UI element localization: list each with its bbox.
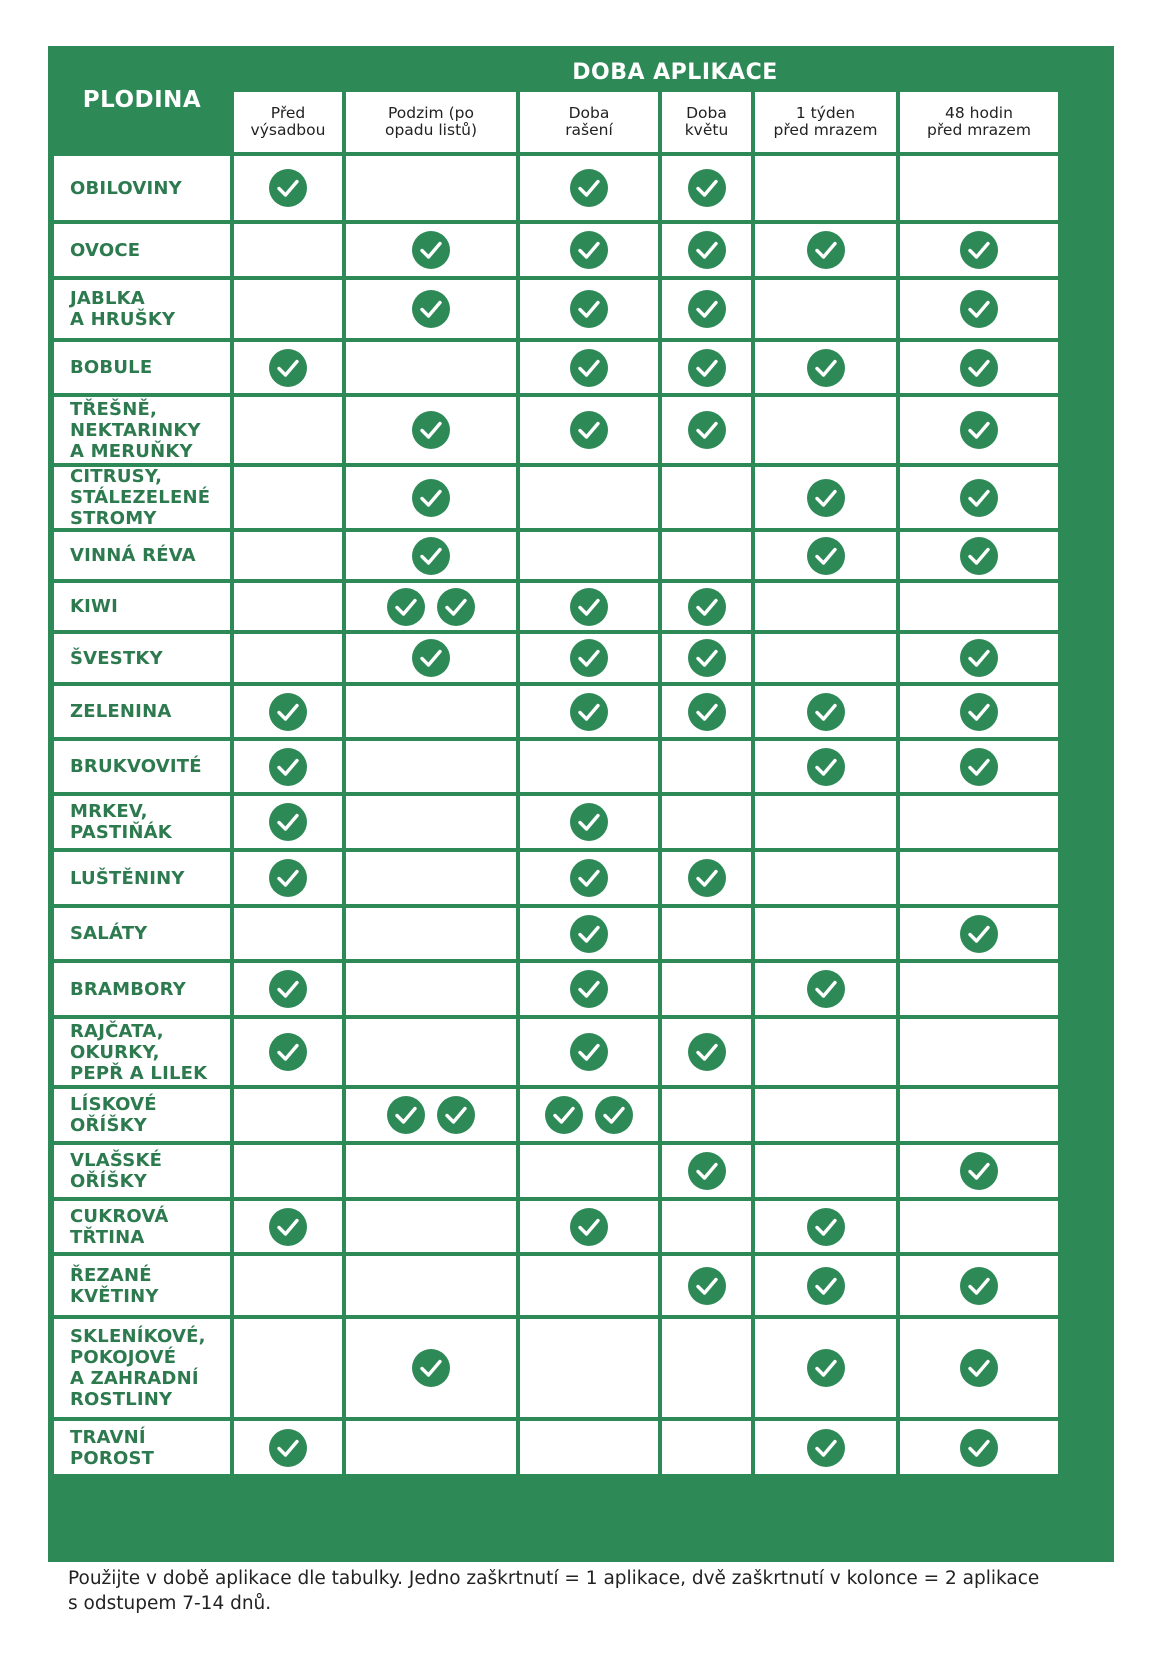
table-cell — [346, 156, 516, 220]
table-cell — [662, 224, 751, 276]
table-cell — [662, 1089, 751, 1141]
table-cell — [755, 741, 896, 792]
table-cell — [900, 224, 1058, 276]
table-cell — [755, 963, 896, 1015]
table-cell — [900, 1145, 1058, 1197]
check-circle-icon — [806, 348, 846, 388]
check-circle-icon — [268, 1207, 308, 1247]
row-label: KIWI — [54, 583, 230, 630]
check-circle-icon — [569, 348, 609, 388]
row-label: RAJČATA, OKURKY, PEPŘ A LILEK — [54, 1019, 230, 1085]
row-label: OVOCE — [54, 224, 230, 276]
check-circle-icon — [569, 914, 609, 954]
column-header: Podzim (po opadu listů) — [346, 92, 516, 152]
check-circle-icon — [687, 348, 727, 388]
table-cell — [900, 963, 1058, 1015]
footnote: Použijte v době aplikace dle tabulky. Jedno zaškrtnutí = 1 aplikace, dvě zaškrtnutí v kolonce = 2 aplikace s odstupem 7-14 dnů. — [68, 1568, 1040, 1614]
table-cell — [662, 1256, 751, 1315]
table-cell — [234, 686, 342, 737]
check-circle-icon — [569, 230, 609, 270]
table-cell — [900, 1201, 1058, 1252]
table-cell — [520, 467, 658, 528]
table-cell — [755, 1421, 896, 1474]
table-cell — [346, 1201, 516, 1252]
row-label: OBILOVINY — [54, 156, 230, 220]
row-label: BOBULE — [54, 342, 230, 393]
check-circle-icon — [268, 348, 308, 388]
table-cell — [755, 342, 896, 393]
check-circle-icon — [569, 289, 609, 329]
check-circle-icon — [268, 747, 308, 787]
check-circle-icon — [268, 802, 308, 842]
check-circle-icon — [959, 747, 999, 787]
table-cell — [346, 280, 516, 338]
table-cell — [755, 1019, 896, 1085]
table-cell — [520, 224, 658, 276]
table-cell — [520, 1089, 658, 1141]
row-label: SALÁTY — [54, 908, 230, 959]
check-circle-icon — [569, 587, 609, 627]
check-circle-icon — [268, 692, 308, 732]
table-cell — [662, 342, 751, 393]
check-circle-icon — [959, 638, 999, 678]
table-cell — [520, 1019, 658, 1085]
table-cell — [520, 686, 658, 737]
check-circle-icon — [569, 692, 609, 732]
table-cell — [346, 342, 516, 393]
table-cell — [346, 224, 516, 276]
table-cell — [755, 634, 896, 682]
table-cell — [662, 1319, 751, 1417]
row-label: VLAŠSKÉ OŘÍŠKY — [54, 1145, 230, 1197]
check-circle-icon — [411, 638, 451, 678]
table-cell — [755, 1089, 896, 1141]
table-cell — [346, 583, 516, 630]
check-circle-icon — [687, 230, 727, 270]
table-cell — [234, 280, 342, 338]
check-circle-icon — [569, 858, 609, 898]
table-cell — [346, 467, 516, 528]
table-cell — [755, 397, 896, 463]
table-cell — [900, 634, 1058, 682]
check-circle-icon — [806, 1266, 846, 1306]
check-circle-icon — [268, 1428, 308, 1468]
check-circle-icon — [386, 1095, 426, 1135]
table-cell — [662, 280, 751, 338]
row-label: MRKEV, PASTIŇÁK — [54, 796, 230, 848]
table-cell — [662, 908, 751, 959]
table-cell — [346, 532, 516, 579]
table-cell — [346, 686, 516, 737]
check-circle-icon — [687, 289, 727, 329]
table-cell — [755, 686, 896, 737]
check-circle-icon — [687, 168, 727, 208]
table-cell — [234, 634, 342, 682]
table-cell — [234, 342, 342, 393]
table-cell — [900, 1019, 1058, 1085]
table-cell — [662, 963, 751, 1015]
check-circle-icon — [959, 692, 999, 732]
table-cell — [346, 1089, 516, 1141]
table-cell — [520, 1201, 658, 1252]
table-cell — [346, 908, 516, 959]
row-label: LUŠTĚNINY — [54, 852, 230, 904]
column-header: 1 týden před mrazem — [755, 92, 896, 152]
check-circle-icon — [386, 587, 426, 627]
table-cell — [520, 796, 658, 848]
table-cell — [234, 796, 342, 848]
table-cell — [520, 1145, 658, 1197]
table-cell — [662, 156, 751, 220]
table-cell — [755, 1319, 896, 1417]
check-circle-icon — [806, 1207, 846, 1247]
table-cell — [755, 583, 896, 630]
table-cell — [755, 280, 896, 338]
row-label: BRUKVOVITÉ — [54, 741, 230, 792]
table-cell — [900, 467, 1058, 528]
check-circle-icon — [959, 536, 999, 576]
table-cell — [662, 852, 751, 904]
column-header: Před výsadbou — [234, 92, 342, 152]
check-circle-icon — [687, 858, 727, 898]
table-cell — [900, 741, 1058, 792]
column-header: Doba rašení — [520, 92, 658, 152]
table-cell — [520, 532, 658, 579]
table-cell — [900, 342, 1058, 393]
table-cell — [520, 397, 658, 463]
table-cell — [900, 156, 1058, 220]
table-cell — [520, 908, 658, 959]
table-cell — [234, 1256, 342, 1315]
row-label: TRAVNÍ POROST — [54, 1421, 230, 1474]
table-cell — [755, 796, 896, 848]
check-circle-icon — [806, 1428, 846, 1468]
check-circle-icon — [959, 410, 999, 450]
check-circle-icon — [268, 969, 308, 1009]
table-cell — [900, 532, 1058, 579]
table-cell — [234, 852, 342, 904]
table-cell — [346, 852, 516, 904]
check-circle-icon — [594, 1095, 634, 1135]
check-circle-icon — [436, 1095, 476, 1135]
check-circle-icon — [687, 1151, 727, 1191]
table-cell — [234, 156, 342, 220]
check-circle-icon — [544, 1095, 584, 1135]
row-label: ŠVESTKY — [54, 634, 230, 682]
row-label: BRAMBORY — [54, 963, 230, 1015]
table-cell — [234, 397, 342, 463]
check-circle-icon — [687, 410, 727, 450]
check-circle-icon — [569, 802, 609, 842]
table-cell — [234, 467, 342, 528]
table-cell — [755, 1201, 896, 1252]
row-label: SKLENÍKOVÉ, POKOJOVÉ A ZAHRADNÍ ROSTLINY — [54, 1319, 230, 1417]
check-circle-icon — [569, 410, 609, 450]
column-header: Doba květu — [662, 92, 751, 152]
table-cell — [900, 1256, 1058, 1315]
check-circle-icon — [411, 289, 451, 329]
table-cell — [234, 532, 342, 579]
table-cell — [755, 908, 896, 959]
check-circle-icon — [436, 587, 476, 627]
check-circle-icon — [959, 914, 999, 954]
table-cell — [234, 908, 342, 959]
table-cell — [755, 852, 896, 904]
check-circle-icon — [959, 348, 999, 388]
check-circle-icon — [959, 230, 999, 270]
table-cell — [755, 532, 896, 579]
check-circle-icon — [806, 747, 846, 787]
table-cell — [900, 908, 1058, 959]
table-cell — [900, 1319, 1058, 1417]
table-cell — [662, 634, 751, 682]
table-cell — [520, 852, 658, 904]
table-cell — [900, 280, 1058, 338]
row-label: JABLKA A HRUŠKY — [54, 280, 230, 338]
table-cell — [755, 467, 896, 528]
row-label: CITRUSY, STÁLEZELENÉ STROMY — [54, 467, 230, 528]
check-circle-icon — [959, 1151, 999, 1191]
table-cell — [520, 741, 658, 792]
table-cell — [234, 1319, 342, 1417]
table-cell — [234, 1421, 342, 1474]
check-circle-icon — [959, 1348, 999, 1388]
table-cell — [346, 1256, 516, 1315]
table-cell — [662, 1201, 751, 1252]
table-cell — [662, 583, 751, 630]
check-circle-icon — [806, 478, 846, 518]
table-cell — [900, 1421, 1058, 1474]
check-circle-icon — [569, 168, 609, 208]
table-cell — [662, 796, 751, 848]
check-circle-icon — [268, 168, 308, 208]
table-cell — [900, 852, 1058, 904]
table-cell — [755, 224, 896, 276]
check-circle-icon — [687, 587, 727, 627]
check-circle-icon — [806, 969, 846, 1009]
check-circle-icon — [268, 858, 308, 898]
table-cell — [900, 397, 1058, 463]
table-cell — [234, 1019, 342, 1085]
check-circle-icon — [806, 692, 846, 732]
table-cell — [346, 1319, 516, 1417]
check-circle-icon — [569, 638, 609, 678]
table-cell — [520, 634, 658, 682]
check-circle-icon — [569, 1032, 609, 1072]
check-circle-icon — [959, 478, 999, 518]
table-cell — [234, 963, 342, 1015]
table-cell — [346, 1019, 516, 1085]
crop-column-header: PLODINA — [82, 87, 202, 113]
check-circle-icon — [959, 289, 999, 329]
table-cell — [346, 1421, 516, 1474]
table-cell — [662, 741, 751, 792]
table-cell — [520, 1421, 658, 1474]
table-cell — [662, 1145, 751, 1197]
table-cell — [346, 963, 516, 1015]
check-circle-icon — [806, 230, 846, 270]
check-circle-icon — [687, 692, 727, 732]
table-cell — [346, 741, 516, 792]
check-circle-icon — [687, 1266, 727, 1306]
check-circle-icon — [411, 1348, 451, 1388]
check-circle-icon — [959, 1266, 999, 1306]
check-circle-icon — [268, 1032, 308, 1072]
table-cell — [234, 1201, 342, 1252]
row-label: ZELENINA — [54, 686, 230, 737]
row-label: CUKROVÁ TŘTINA — [54, 1201, 230, 1252]
table-cell — [662, 686, 751, 737]
check-circle-icon — [569, 969, 609, 1009]
check-circle-icon — [411, 230, 451, 270]
table-cell — [346, 796, 516, 848]
table-cell — [755, 1256, 896, 1315]
check-circle-icon — [959, 1428, 999, 1468]
table-cell — [900, 796, 1058, 848]
table-cell — [520, 963, 658, 1015]
table-cell — [520, 156, 658, 220]
row-label: LÍSKOVÉ OŘÍŠKY — [54, 1089, 230, 1141]
table-cell — [520, 1319, 658, 1417]
table-cell — [755, 156, 896, 220]
table-cell — [346, 634, 516, 682]
table-cell — [900, 686, 1058, 737]
table-cell — [234, 1145, 342, 1197]
table-cell — [900, 583, 1058, 630]
table-cell — [662, 532, 751, 579]
table-cell — [346, 397, 516, 463]
column-header: 48 hodin před mrazem — [900, 92, 1058, 152]
table-cell — [520, 342, 658, 393]
table-cell — [520, 1256, 658, 1315]
table-cell — [662, 397, 751, 463]
check-circle-icon — [687, 638, 727, 678]
check-circle-icon — [569, 1207, 609, 1247]
check-circle-icon — [411, 410, 451, 450]
timing-header: DOBA APLIKACE — [572, 59, 778, 85]
table-cell — [346, 1145, 516, 1197]
check-circle-icon — [806, 536, 846, 576]
table-cell — [520, 280, 658, 338]
table-cell — [234, 224, 342, 276]
table-cell — [755, 1145, 896, 1197]
table-cell — [900, 1089, 1058, 1141]
table-cell — [520, 583, 658, 630]
table-cell — [234, 583, 342, 630]
table-cell — [662, 467, 751, 528]
check-circle-icon — [411, 536, 451, 576]
table-cell — [662, 1019, 751, 1085]
check-circle-icon — [411, 478, 451, 518]
row-label: VINNÁ RÉVA — [54, 532, 230, 579]
table-cell — [662, 1421, 751, 1474]
table-cell — [234, 1089, 342, 1141]
table-cell — [234, 741, 342, 792]
row-label: ŘEZANÉ KVĚTINY — [54, 1256, 230, 1315]
row-label: TŘEŠNĚ, NEKTARINKY A MERUŇKY — [54, 397, 230, 463]
check-circle-icon — [687, 1032, 727, 1072]
check-circle-icon — [806, 1348, 846, 1388]
